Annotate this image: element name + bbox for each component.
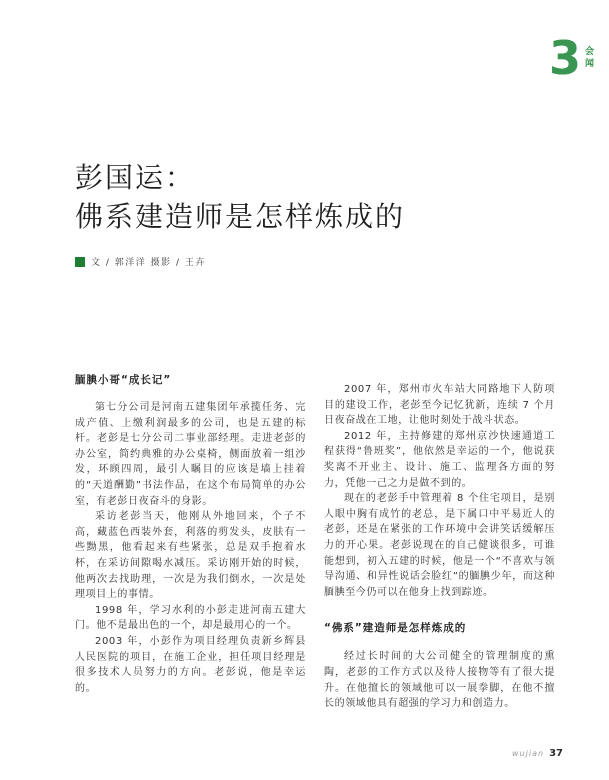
issue-number: 3 (548, 31, 581, 85)
section-heading-left: 腼腆小哥“成长记” (75, 374, 172, 386)
page-footer (512, 748, 563, 759)
paragraph: 第七分公司是河南五建集团年承揽任务、完成产值、上缴利润最多的公司，也是五建的标杆。老彭是七分公司二事业部经理。走进老彭的办公室，简约典雅的办公桌椅，侧面放着一组沙发，环顾四周，最引人瞩目的应该是墙上挂着的“天道酬勤”书法作品，在这个布局简单的办公室，有老彭日夜奋斗的身影。 (75, 402, 306, 507)
paragraph: 2012 年，主持修建的郑州京沙快速通道工程获得“鲁班奖”，他依然是幸运的一个，他说获奖离不开业主、设计、施工、监理各方面的努力，凭他一己之力是做不到的。 (324, 430, 555, 489)
paragraph: 1998 年，学习水利的小彭走进河南五建大门。他不是最出色的一个，却是最用心的一个。 (75, 604, 306, 632)
paragraph: 经过长时间的大公司健全的管理制度的熏陶，老彭的工作方式以及待人接物等有了很大提升。在他擅长的领域他可以一展拳脚，在他不擅长的领域他具有超强的学习力和创造力。 (324, 651, 555, 710)
footer-page-number: 37 (549, 748, 563, 759)
byline-text: 文 / 郭洋洋 摄影 / 王卉 (91, 258, 206, 268)
paragraph: 2003 年，小彭作为项目经理负责新乡辉县人民医院的项目，在施工企业，担任项目经理是很多技术人员努力的方向。老彭说，他是幸运的。 (75, 635, 306, 694)
byline (75, 255, 206, 268)
right-column (324, 372, 555, 712)
paragraph: 2007 年，郑州市火车站大同路地下人防项目的建设工作，老彭至今记忆犹新，连续 7 个月日夜奋战在工地，让他时刻处于战斗状态。 (324, 384, 555, 427)
article-body (75, 372, 555, 712)
paragraph: 采访老彭当天，他刚从外地回来，个子不高，藏蓝色西装外套，利落的剪发头，皮肤有一些黝黑，他看起来有些紧张，总是双手抱着水杯，在采访间隙喝水减压。采访刚开始的时候，他两次去找助理，一次是为我们倒水，一次是处理项目上的事情。 (75, 511, 306, 601)
article-title-line2: 佛系建造师是怎样炼成的 (75, 200, 406, 233)
byline-marker-icon (75, 257, 85, 267)
article-title (75, 158, 405, 236)
section-heading-right: “佛系”建造师是怎样炼成的 (324, 622, 467, 635)
issue-section-label: 会闻 (583, 46, 593, 70)
paragraph: 现在的老彭手中管理着 8 个住宅项目，是别人眼中胸有成竹的老总，是下属口中平易近人的老彭，还是在紧张的工作环境中会讲笑话缓解压力的开心果。老彭说现在的自己健谈很多，可谁能想到，初入五建的时候，他是一个“不喜欢与领导沟通、和异性说话会脸红”的腼腆少年，而这种腼腆至今仍可以在他身上找到踪迹。 (324, 493, 555, 598)
issue-badge (548, 31, 593, 85)
article-title-line1: 彭国运： (75, 161, 196, 194)
left-column (75, 372, 306, 712)
footer-journal-name: wujian (512, 749, 545, 758)
